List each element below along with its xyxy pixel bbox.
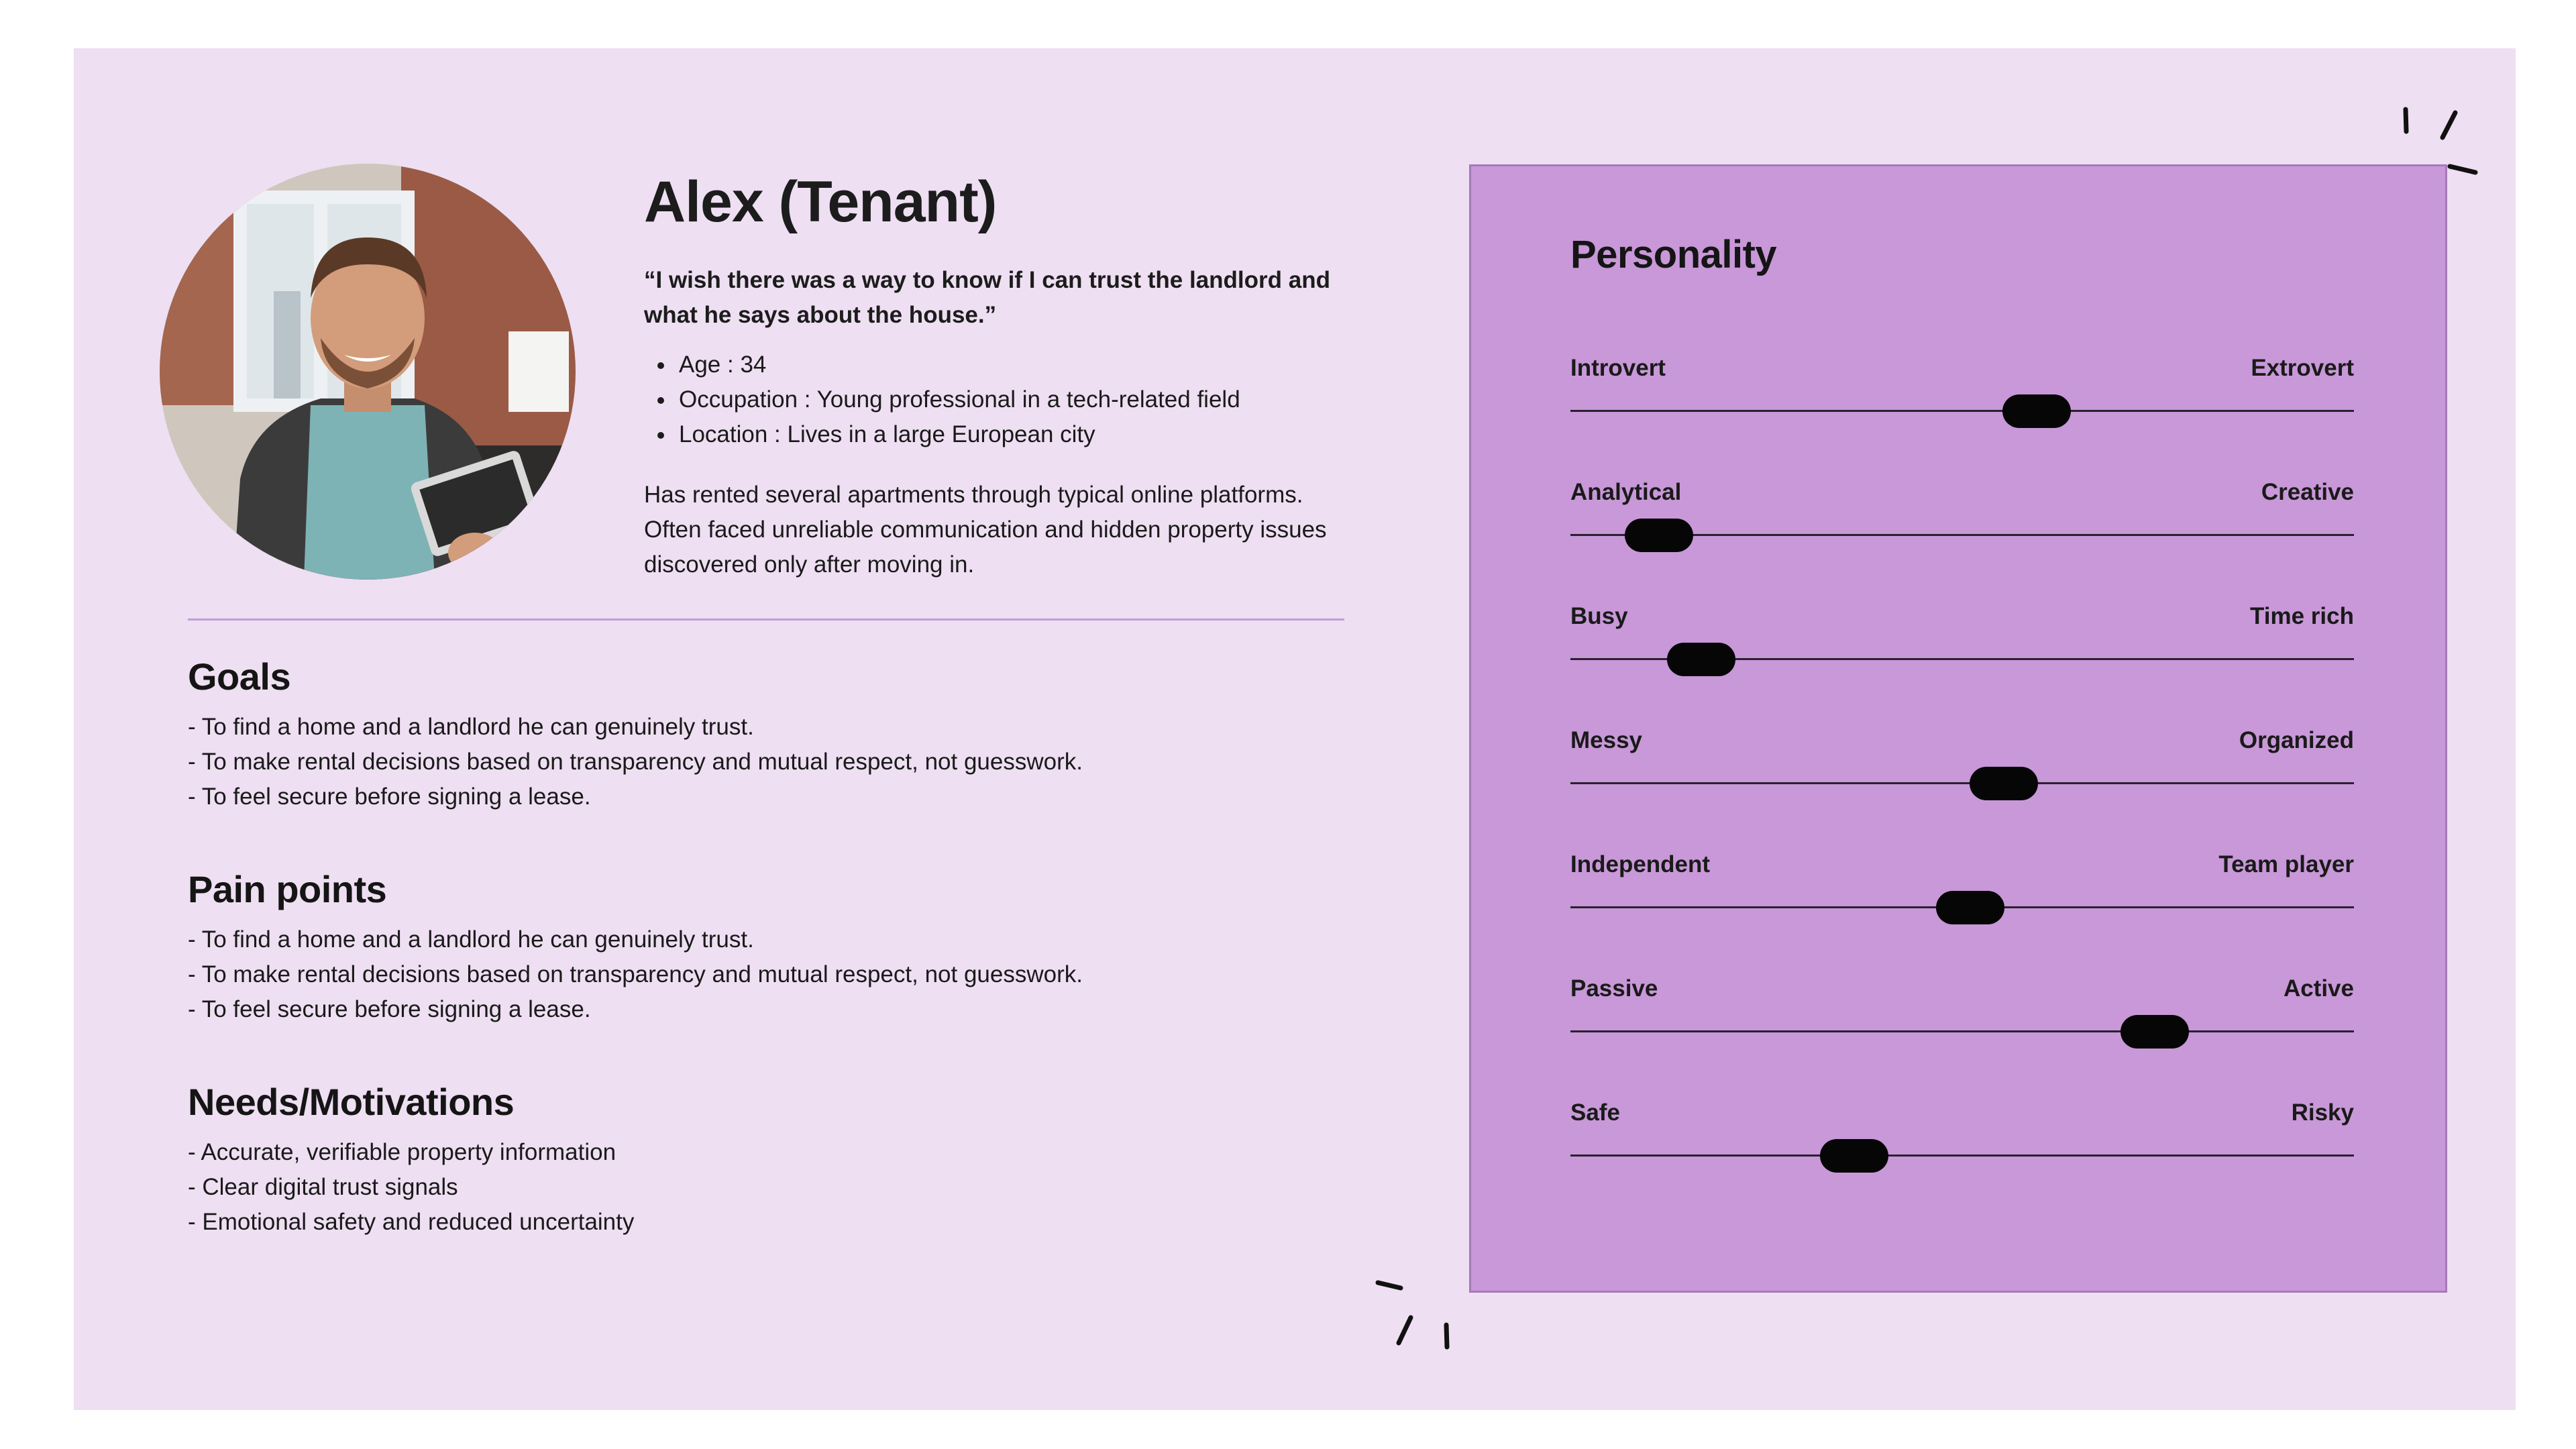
slider-handle[interactable] <box>1820 1139 1888 1173</box>
trait-left-label: Passive <box>1570 975 1658 1002</box>
trait-analytical-creative <box>1570 479 2354 559</box>
list-item: - Emotional safety and reduced uncertainty <box>188 1209 635 1235</box>
fact-occupation: Occupation : Young professional in a tech-related field <box>644 382 1382 417</box>
slider-handle[interactable] <box>1667 643 1735 676</box>
trait-right-label: Risky <box>2291 1099 2354 1126</box>
trait-introvert-extrovert <box>1570 355 2354 435</box>
trait-safe-risky <box>1570 1099 2354 1180</box>
trait-messy-organized <box>1570 727 2354 808</box>
personality-title: Personality <box>1570 233 1777 276</box>
needs-section <box>188 1079 1368 1240</box>
slider-handle[interactable] <box>1625 519 1693 552</box>
slider-track <box>1570 410 2354 412</box>
trait-passive-active <box>1570 975 2354 1056</box>
slider-track <box>1570 1030 2354 1032</box>
trait-busy-time-rich <box>1570 603 2354 684</box>
trait-right-label: Time rich <box>2250 603 2354 629</box>
avatar-illustration <box>160 164 576 580</box>
trait-left-label: Messy <box>1570 727 1643 753</box>
list-item: - Clear digital trust signals <box>188 1174 458 1200</box>
slider-handle[interactable] <box>2121 1015 2189 1049</box>
trait-left-label: Independent <box>1570 851 1711 877</box>
trait-left-label: Introvert <box>1570 355 1666 381</box>
trait-independent-team-player <box>1570 851 2354 932</box>
persona-avatar <box>160 164 576 580</box>
goals-heading: Goals <box>188 655 291 698</box>
trait-left-label: Safe <box>1570 1099 1620 1126</box>
list-item: - To find a home and a landlord he can genuinely trust. <box>188 926 754 953</box>
needs-heading: Needs/Motivations <box>188 1081 515 1123</box>
pain-points-section <box>188 866 1368 1027</box>
trait-left-label: Analytical <box>1570 479 1682 505</box>
persona-quote: “I wish there was a way to know if I can trust the landlord and what he says about the house.” <box>644 267 1330 328</box>
needs-list <box>188 1135 1368 1240</box>
trait-right-label: Team player <box>2218 851 2354 877</box>
fact-location: Location : Lives in a large European city <box>644 417 1382 452</box>
goals-list <box>188 710 1368 814</box>
list-item: - Accurate, verifiable property information <box>188 1139 616 1165</box>
persona-name: Alex (Tenant) <box>644 170 997 234</box>
trait-right-label: Active <box>2283 975 2354 1002</box>
list-item: - To make rental decisions based on transparency and mutual respect, not guesswork. <box>188 749 1083 775</box>
slider-track <box>1570 782 2354 784</box>
trait-right-label: Organized <box>2239 727 2354 753</box>
list-item: - To feel secure before signing a lease. <box>188 784 591 810</box>
list-item: - To find a home and a landlord he can genuinely trust. <box>188 714 754 740</box>
slider-track <box>1570 1155 2354 1157</box>
goals-section <box>188 653 1368 814</box>
trait-right-label: Extrovert <box>2251 355 2354 381</box>
personality-card <box>1469 164 2447 1293</box>
section-divider <box>188 619 1344 621</box>
trait-right-label: Creative <box>2261 479 2354 505</box>
pain-points-heading: Pain points <box>188 868 387 910</box>
slider-handle[interactable] <box>1936 891 2004 924</box>
persona-bio: Has rented several apartments through typical online platforms. Often faced unreliable communication and hidden property issues discovered only after moving in. <box>644 482 1327 578</box>
trait-left-label: Busy <box>1570 603 1628 629</box>
slider-handle[interactable] <box>2002 394 2071 428</box>
fact-age: Age : 34 <box>644 347 1382 382</box>
slider-handle[interactable] <box>1970 767 2038 800</box>
list-item: - To feel secure before signing a lease. <box>188 996 591 1022</box>
persona-facts <box>644 347 1382 452</box>
pain-points-list <box>188 922 1368 1027</box>
list-item: - To make rental decisions based on transparency and mutual respect, not guesswork. <box>188 961 1083 987</box>
